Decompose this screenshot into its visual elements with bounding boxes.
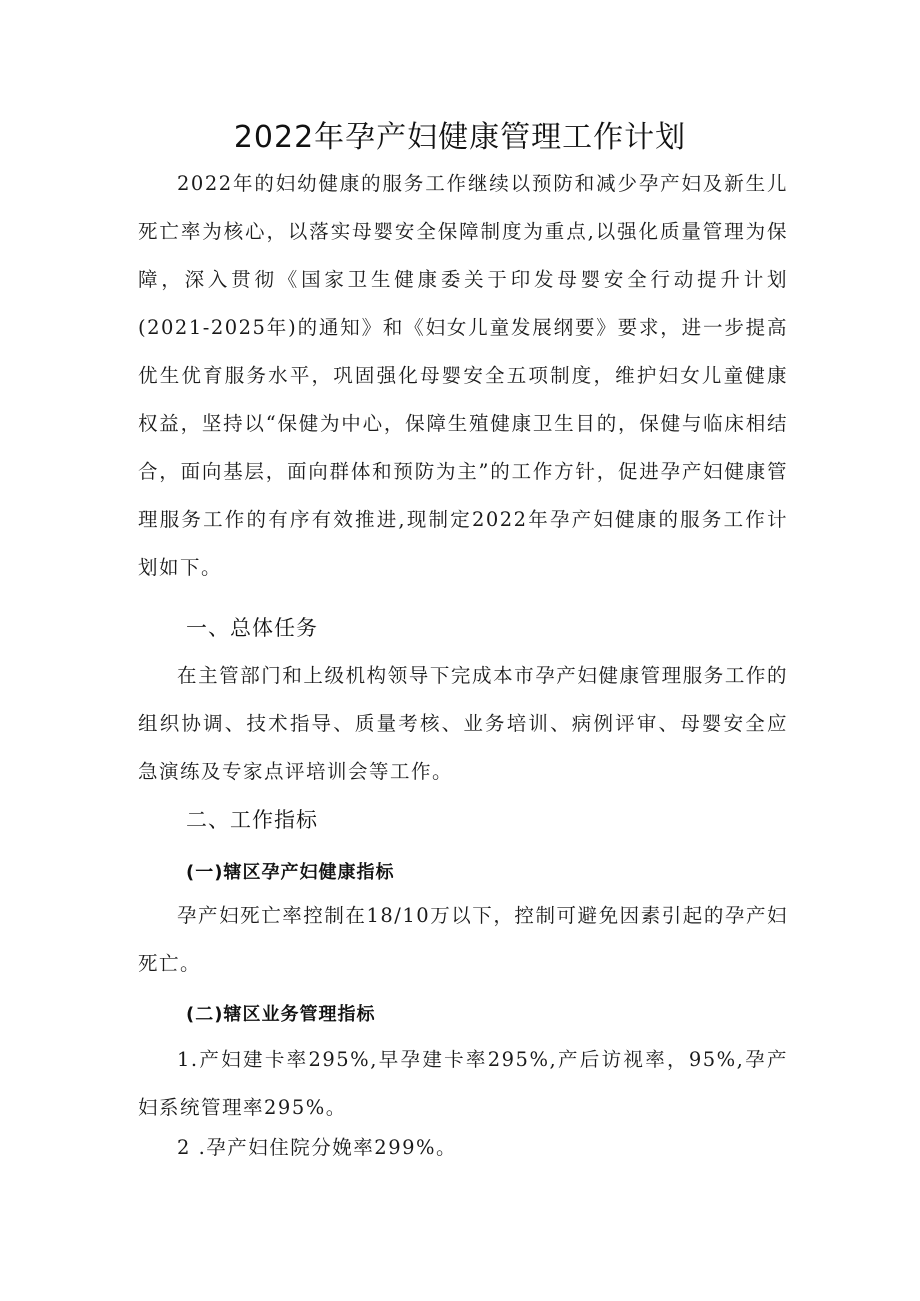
sub1-paragraph: 孕产妇死亡率控制在18/10万以下，控制可避免因素引起的孕产妇死亡。	[138, 904, 788, 975]
document-title: 2022年孕产妇健康管理工作计划	[233, 120, 687, 155]
subheading-business-management-indicators: (二)辖区业务管理指标	[186, 1004, 376, 1025]
indicator-item-1: 1.产妇建卡率295%,早孕建卡率295%,产后访视率，95%,孕产妇系统管理率295%。	[138, 1048, 788, 1119]
subheading-regional-health-indicators: (一)辖区孕产妇健康指标	[186, 862, 395, 883]
section-heading-work-indicators: 二、工作指标	[186, 808, 318, 832]
section-heading-overall-tasks: 一、总体任务	[186, 616, 318, 640]
indicator-item-2: 2 .孕产妇住院分娩率299%。	[177, 1136, 458, 1159]
intro-paragraph: 2022年的妇幼健康的服务工作继续以预防和减少孕产妇及新生儿死亡率为核心，以落实母婴安全保障制度为重点,以强化质量管理为保障，深入贯彻《国家卫生健康委关于印发母婴安全行动提升计划(2021-2025年)的通知》和《妇女儿童发展纲要》要求，进一步提高优生优育服务水平，巩固强化母婴安全五项制度，维护妇女儿童健康权益，坚持以“保健为中心，保障生殖健康卫生目的，保健与临床相结合，面向基层，面向群体和预防为主”的工作方针，促进孕产妇健康管理服务工作的有序有效推进,现制定2022年孕产妇健康的服务工作计划如下。	[138, 172, 788, 579]
section1-paragraph: 在主管部门和上级机构领导下完成本市孕产妇健康管理服务工作的组织协调、技术指导、质量考核、业务培训、病例评审、母婴安全应急演练及专家点评培训会等工作。	[138, 664, 788, 783]
